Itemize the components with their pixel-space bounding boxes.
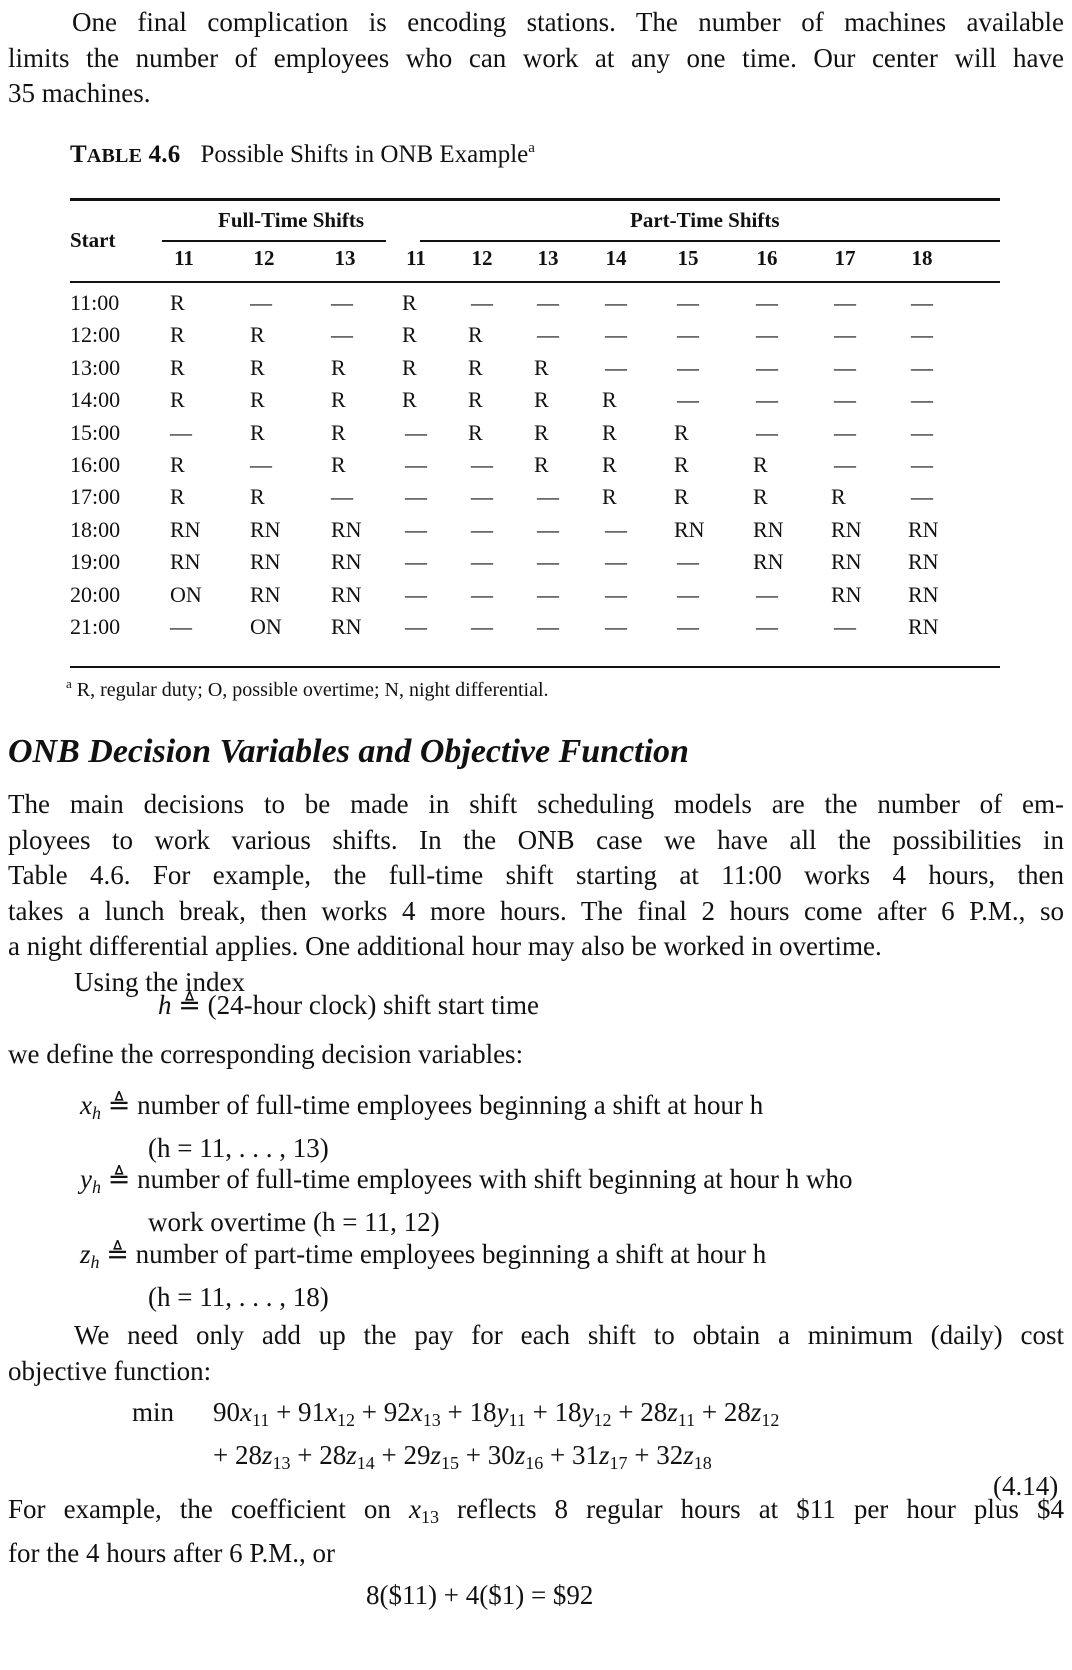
paragraph-line: objective function:	[8, 1355, 212, 1386]
table-cell: —	[331, 484, 353, 510]
row-start-time: 16:00	[70, 452, 121, 477]
table-cell: —	[471, 290, 493, 315]
table-cell: —	[911, 419, 933, 445]
intro-line: limits the number of employees who can work at any one time. Our center will have	[8, 42, 1064, 73]
objective-line-1: $90x_{11} + 91x_{12} + 92x_{13} + 18y_{11} + 18y_{12} + 28z_{11} + 28z_{12}$	[213, 1397, 780, 1430]
full-time-header: Full-Time Shifts	[218, 208, 365, 232]
table-title-footnote-mark: a	[528, 140, 535, 156]
table-cell: —	[911, 354, 933, 380]
table-cell: RN	[831, 549, 862, 575]
table-cell: RN	[908, 581, 939, 607]
var-definition: number of full-time employees beginning a shift at hour h	[137, 1090, 764, 1120]
var-definition: number of full-time employees with shift beginning at hour h who	[137, 1164, 853, 1194]
objective-line-2: + $28z_{13} + 28z_{14} + 29z_{15} + 30z_{16} + 31z_{17} + 32z_{18}$	[213, 1440, 712, 1473]
table-cell: —	[537, 484, 559, 510]
table-cell: —	[605, 549, 627, 575]
equation-number: (4.14)	[993, 1471, 1059, 1501]
table-cell: R	[250, 419, 265, 445]
var-symbol: x	[80, 1090, 92, 1120]
table-cell: R	[250, 387, 265, 413]
table-cell: RN	[908, 516, 939, 542]
intro-line: 35 machines.	[8, 78, 151, 108]
table-cell: R	[402, 290, 417, 315]
table-cell: —	[756, 387, 778, 413]
row-start-time: 11:00	[70, 290, 120, 315]
row-start-time: 13:00	[70, 354, 121, 380]
table-cell: —	[537, 290, 559, 315]
var-subscript: h	[91, 1103, 101, 1123]
table-cell: —	[405, 452, 427, 477]
variable-y-definition: $y_h$ ≜ number of full-time employees with shift beginning at hour h who work overtime (h = 11, 12)	[80, 1162, 852, 1240]
table-cell: RN	[331, 516, 362, 542]
intro-line: One final complication is encoding stations. The number of machines available	[72, 7, 1064, 37]
table-cell: —	[605, 322, 627, 348]
table-cell: —	[911, 452, 933, 477]
row-start-time: 21:00	[70, 614, 121, 639]
table-cell: R	[534, 419, 549, 445]
paragraph-line: The main decisions to be made in shift scheduling models are the number of em-	[8, 789, 1064, 819]
table-cell: R	[534, 354, 549, 380]
using-index-line: Using the index	[74, 966, 245, 997]
table-cell: —	[250, 290, 272, 315]
shift-table	[0, 0, 1072, 680]
row-start-time: 12:00	[70, 322, 121, 348]
paragraph-line: We need only add up the pay for each shift to obtain a minimum (daily) cost	[74, 1320, 1064, 1350]
table-cell: —	[605, 581, 627, 607]
row-start-time: 18:00	[70, 516, 121, 542]
table-cell: —	[677, 549, 699, 575]
var-range: (h = 11, . . . , 18)	[148, 1282, 329, 1312]
row-start-time: 19:00	[70, 549, 121, 575]
table-cell: —	[834, 322, 856, 348]
table-cell: RN	[170, 549, 201, 575]
table-cell: R	[534, 387, 549, 413]
table-cell: —	[471, 581, 493, 607]
part-time-col-header: 17	[834, 246, 856, 270]
table-cell: —	[405, 419, 427, 445]
table-cell: R	[602, 387, 617, 413]
table-cell: —	[537, 614, 559, 639]
table-cell: R	[331, 387, 346, 413]
paragraph-line: for the 4 hours after 6 P.M., or	[8, 1537, 335, 1568]
table-footnote-text: R, regular duty; O, possible overtime; N, night differential.	[76, 679, 549, 701]
part-time-col-header: 12	[471, 246, 493, 270]
table-cell: —	[677, 387, 699, 413]
objective-min: min	[132, 1397, 175, 1427]
define-line	[8, 1037, 1064, 1073]
table-cell: —	[911, 484, 933, 510]
table-cell: —	[677, 354, 699, 380]
table-cell: R	[170, 322, 185, 348]
table-cell: R	[402, 354, 417, 380]
table-cell: R	[468, 419, 483, 445]
row-start-time: 17:00	[70, 484, 121, 510]
section-heading: ONB Decision Variables and Objective Function	[8, 733, 689, 770]
table-cell: R	[674, 484, 689, 510]
table-cell: —	[331, 322, 353, 348]
table-cell: —	[605, 614, 627, 639]
table-cell: —	[537, 581, 559, 607]
section-paragraph-3	[8, 1492, 1064, 1571]
table-cell: RN	[831, 516, 862, 542]
table-cell: R	[170, 387, 185, 413]
table-cell: RN	[908, 549, 939, 575]
part-time-col-header: 16	[756, 246, 778, 270]
table-cell: —	[471, 516, 493, 542]
table-cell: RN	[908, 614, 939, 639]
table-cell: —	[537, 549, 559, 575]
table-cell: —	[605, 354, 627, 380]
table-cell: R	[602, 484, 617, 510]
table-cell: —	[756, 614, 778, 639]
table-cell: —	[170, 419, 192, 445]
table-cell: ON	[250, 614, 282, 639]
table-cell: —	[911, 290, 933, 315]
table-cell: RN	[331, 614, 362, 639]
paragraph-line: takes a lunch break, then works 4 more hours. The final 2 hours come after 6 P.M., so	[8, 895, 1064, 926]
var-subscript: h	[91, 1177, 101, 1197]
table-number: TABLE 4.6	[70, 141, 181, 168]
table-cell: —	[911, 322, 933, 348]
full-time-col-header: 12	[253, 246, 275, 270]
table-cell: R	[170, 484, 185, 510]
table-cell: —	[756, 581, 778, 607]
table-cell: —	[170, 614, 192, 639]
table-cell: —	[834, 387, 856, 413]
var-subscript: h	[90, 1252, 100, 1272]
start-header: Start	[70, 228, 116, 252]
section-paragraph-2	[8, 1318, 1064, 1389]
var-symbol: z	[80, 1239, 91, 1269]
table-cell: R	[674, 452, 689, 477]
table-cell: R	[331, 419, 346, 445]
table-cell: —	[471, 452, 493, 477]
table-cell: —	[405, 581, 427, 607]
table-cell: R	[402, 387, 417, 413]
table-cell: R	[170, 354, 185, 380]
part-time-col-header: 11	[406, 246, 426, 270]
table-cell: —	[756, 322, 778, 348]
table-cell: ON	[170, 581, 202, 607]
table-cell: —	[677, 614, 699, 639]
table-cell: —	[331, 290, 353, 315]
paragraph-line: ployees to work various shifts. In the ONB case we have all the possibilities in	[8, 824, 1064, 855]
table-cell: —	[756, 354, 778, 380]
table-cell: R	[170, 452, 185, 477]
table-cell: R	[468, 322, 483, 348]
table-cell: R	[674, 419, 689, 445]
table-cell: —	[677, 581, 699, 607]
table-cell: R	[331, 354, 346, 380]
table-cell: R	[602, 419, 617, 445]
index-variable: h	[158, 990, 172, 1020]
table-footnote-mark: a	[66, 676, 72, 691]
table-cell: R	[753, 452, 768, 477]
var-symbol: y	[80, 1164, 92, 1194]
table-cell: —	[834, 614, 856, 639]
table-cell: RN	[831, 581, 862, 607]
table-cell: RN	[331, 549, 362, 575]
part-time-header: Part-Time Shifts	[630, 208, 780, 232]
defined-as-symbol: ≜	[178, 990, 201, 1020]
table-cell: —	[756, 419, 778, 445]
table-cell: —	[537, 322, 559, 348]
section-paragraph-1	[8, 787, 1064, 1000]
table-cell: —	[834, 419, 856, 445]
table-cell: R	[753, 484, 768, 510]
table-cell: R	[250, 484, 265, 510]
paragraph-line: Table 4.6. For example, the full-time shift starting at 11:00 works 4 hours, then	[8, 860, 1064, 890]
table-cell: RN	[250, 549, 281, 575]
table-title: Possible Shifts in ONB Example	[200, 141, 529, 168]
table-cell: —	[911, 387, 933, 413]
table-cell: —	[250, 452, 272, 477]
paragraph-line: a night differential applies. One additional hour may also be worked in overtime.	[8, 931, 882, 961]
final-equation: 8($11) + 4($1) = $92	[366, 1580, 594, 1610]
var-definition: number of part-time employees beginning a shift at hour h	[135, 1239, 767, 1269]
table-cell: R	[250, 322, 265, 348]
paragraph-line: For example, the coefficient on $x_{13}$ reflects 8 regular hours at $11 per hour plus $4	[8, 1494, 1064, 1527]
table-cell: —	[405, 549, 427, 575]
table-cell: —	[834, 290, 856, 315]
variable-z-definition: $z_h$ ≜ number of part-time employees beginning a shift at hour h (h = 11, . . . , 18)	[80, 1237, 766, 1315]
table-cell: —	[405, 516, 427, 542]
table-cell: —	[471, 614, 493, 639]
full-time-col-header: 11	[174, 246, 194, 270]
table-cell: RN	[170, 516, 201, 542]
table-cell: —	[834, 354, 856, 380]
table-cell: R	[250, 354, 265, 380]
table-cell: R	[468, 354, 483, 380]
table-footnote	[66, 676, 549, 702]
var-range: work overtime (h = 11, 12)	[148, 1207, 440, 1237]
table-cell: —	[677, 290, 699, 315]
define-line-text: we define the corresponding decision variables:	[8, 1039, 524, 1069]
table-cell: RN	[250, 581, 281, 607]
part-time-col-header: 13	[537, 246, 559, 270]
table-cell: —	[834, 452, 856, 477]
table-cell: R	[402, 322, 417, 348]
part-time-col-header: 15	[677, 246, 699, 270]
table-cell: —	[537, 516, 559, 542]
index-definition	[158, 990, 539, 1021]
var-range: (h = 11, . . . , 13)	[148, 1133, 329, 1163]
table-cell: RN	[753, 516, 784, 542]
table-cell: RN	[250, 516, 281, 542]
table-cell: —	[756, 290, 778, 315]
table-cell: —	[471, 484, 493, 510]
table-cell: R	[468, 387, 483, 413]
index-definition-text: (24-hour clock) shift start time	[207, 990, 540, 1020]
full-time-col-header: 13	[334, 246, 356, 270]
table-cell: —	[405, 484, 427, 510]
part-time-col-header: 14	[605, 246, 627, 270]
table-cell: R	[602, 452, 617, 477]
table-cell: —	[471, 549, 493, 575]
table-cell: R	[534, 452, 549, 477]
table-cell: R	[170, 290, 185, 315]
row-start-time: 20:00	[70, 581, 121, 607]
variable-x-definition: $x_h$ ≜ number of full-time employees beginning a shift at hour h (h = 11, . . . , 13)	[80, 1088, 763, 1166]
table-cell: R	[831, 484, 846, 510]
row-start-time: 15:00	[70, 419, 121, 445]
table-cell: RN	[753, 549, 784, 575]
table-cell: RN	[674, 516, 705, 542]
table-cell: RN	[331, 581, 362, 607]
table-cell: R	[331, 452, 346, 477]
table-cell: —	[405, 614, 427, 639]
row-start-time: 14:00	[70, 387, 121, 413]
table-cell: —	[605, 290, 627, 315]
table-cell: —	[677, 322, 699, 348]
part-time-col-header: 18	[911, 246, 933, 270]
table-cell: —	[605, 516, 627, 542]
